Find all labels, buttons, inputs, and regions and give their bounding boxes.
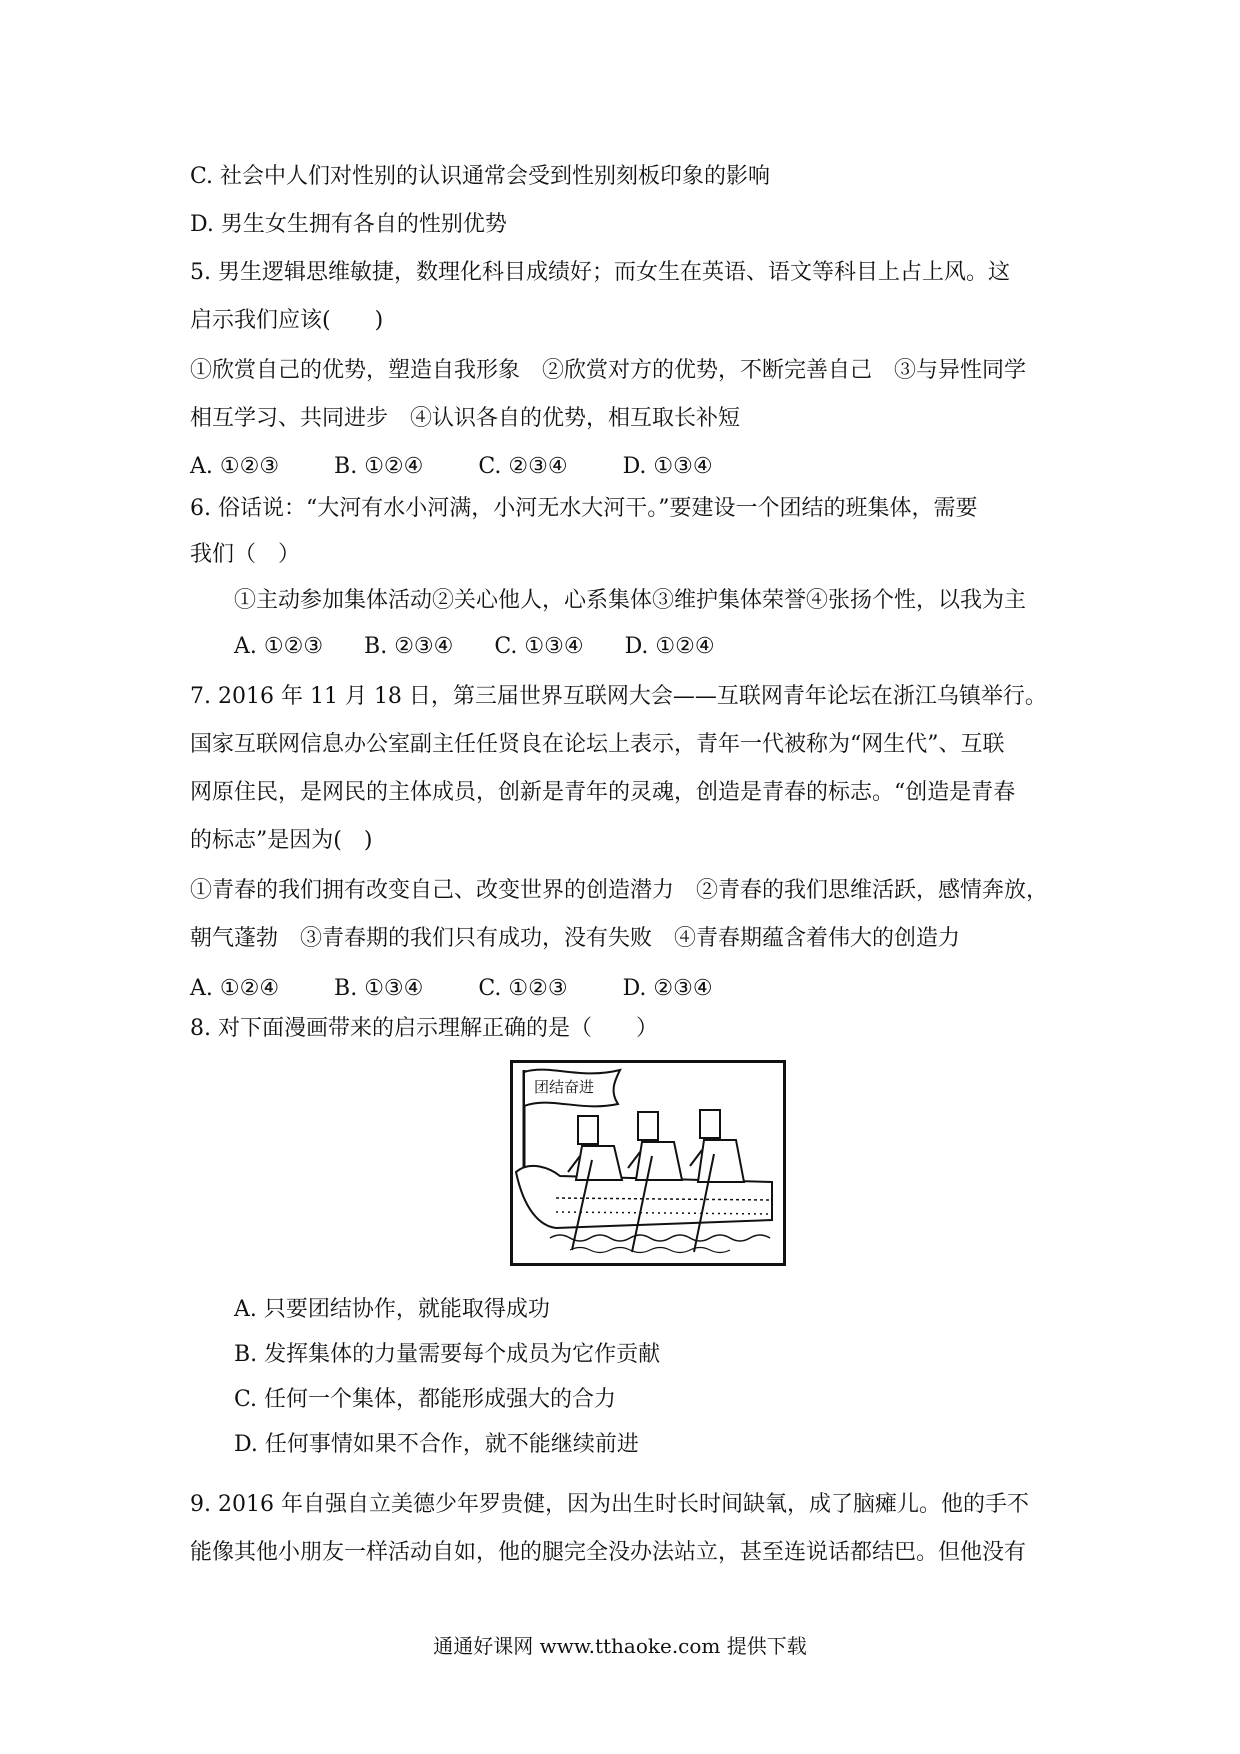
q7-option-d: D. ②③④ xyxy=(622,976,713,1001)
q7-option-b: B. ①③④ xyxy=(334,976,424,1001)
question-4-option-c: C. 社会中人们对性别的认识通常会受到性别刻板印象的影响 xyxy=(190,164,771,189)
question-6-stem-line-1: 6. 俗话说：“大河有水小河满，小河无水大河干。”要建设一个团结的班集体，需要 xyxy=(190,496,978,521)
question-6-items: ①主动参加集体活动②关心他人，心系集体③维护集体荣誉④张扬个性，以我为主 xyxy=(234,588,1027,613)
q6-option-c: C. ①③④ xyxy=(494,634,584,659)
q5-option-a: A. ①②③ xyxy=(190,454,280,479)
page-footer: 通通好课网 www.tthaoke.com 提供下载 xyxy=(433,1634,807,1658)
question-9-stem-line-2: 能像其他小朋友一样活动自如，他的腿完全没办法站立，甚至连说话都结巴。但他没有 xyxy=(190,1540,1027,1565)
question-7-stem-line-2: 国家互联网信息办公室副主任任贤良在论坛上表示，青年一代被称为“网生代”、互联 xyxy=(190,732,1005,757)
question-7-stem-line-3: 网原住民，是网民的主体成员，创新是青年的灵魂，创造是青春的标志。“创造是青春 xyxy=(190,780,1016,805)
question-9-stem-line-1: 9. 2016 年自强自立美德少年罗贵健，因为出生时长时间缺氧，成了脑瘫儿。他的手不 xyxy=(190,1492,1029,1517)
question-7-stem-line-4: 的标志”是因为( ) xyxy=(190,828,373,853)
question-8-option-d: D. 任何事情如果不合作，就不能继续前进 xyxy=(234,1432,639,1457)
question-6-options xyxy=(234,632,715,662)
q5-option-d: D. ①③④ xyxy=(622,454,713,479)
q6-option-d: D. ①②④ xyxy=(624,634,715,659)
q5-option-b: B. ①②④ xyxy=(334,454,424,479)
q7-option-c: C. ①②③ xyxy=(478,976,568,1001)
q6-option-a: A. ①②③ xyxy=(234,634,324,659)
q6-option-b: B. ②③④ xyxy=(364,634,454,659)
question-5-stem-line-2: 启示我们应该( ) xyxy=(190,308,384,333)
question-8-option-b: B. 发挥集体的力量需要每个成员为它作贡献 xyxy=(234,1342,661,1367)
question-6-stem-line-2: 我们（ ） xyxy=(190,542,301,567)
question-7-options xyxy=(190,974,713,1004)
question-5-items-line-1: ①欣赏自己的优势，塑造自我形象 ②欣赏对方的优势，不断完善自己 ③与异性同学 xyxy=(190,358,1027,383)
q5-option-c: C. ②③④ xyxy=(478,454,568,479)
question-5-options xyxy=(190,452,713,482)
question-7-stem-line-1: 7. 2016 年 11 月 18 日，第三届世界互联网大会——互联网青年论坛在浙江乌镇举行。 xyxy=(190,684,1047,709)
question-8-option-c: C. 任何一个集体，都能形成强大的合力 xyxy=(234,1387,617,1412)
question-4-option-d: D. 男生女生拥有各自的性别优势 xyxy=(190,212,507,237)
question-7-items-line-2: 朝气蓬勃 ③青春期的我们只有成功，没有失败 ④青春期蕴含着伟大的创造力 xyxy=(190,926,961,951)
question-8-option-a: A. 只要团结协作，就能取得成功 xyxy=(234,1297,550,1322)
question-8-stem: 8. 对下面漫画带来的启示理解正确的是（ ） xyxy=(190,1016,658,1041)
flag-text: 团结奋进 xyxy=(534,1078,595,1096)
q7-option-a: A. ①②④ xyxy=(190,976,280,1001)
rowing-cartoon-image xyxy=(510,1060,786,1266)
question-5-items-line-2: 相互学习、共同进步 ④认识各自的优势，相互取长补短 xyxy=(190,406,741,431)
question-5-stem-line-1: 5. 男生逻辑思维敏捷，数理化科目成绩好；而女生在英语、语文等科目上占上风。这 xyxy=(190,260,1010,285)
question-7-items-line-1: ①青春的我们拥有改变自己、改变世界的创造潜力 ②青春的我们思维活跃，感情奔放， xyxy=(190,878,1049,903)
